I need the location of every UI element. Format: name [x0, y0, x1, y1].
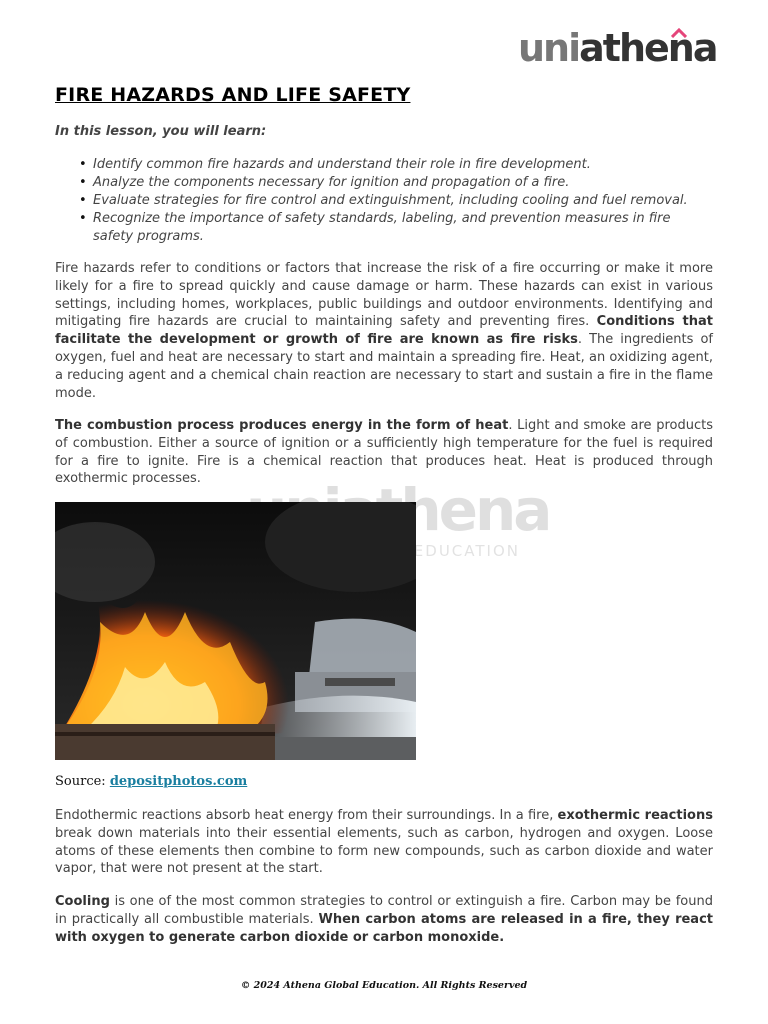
logo-text-athena — [579, 26, 716, 70]
paragraph-text: Fire hazards refer to conditions or factors that increase the risk of a fire occurring or make it more likely for a fire to spread quickly and cause damage or harm. These hazards can exist in various settings, including homes, workplaces, public buildings and outdoor environments. Identifying and mitigating fire hazards are crucial to maintaining safety and preventing fires. — [55, 261, 713, 330]
objective-text: Identify common fire hazards and understand their role in fire development. — [93, 157, 591, 172]
list-item — [55, 192, 713, 210]
copyright-footer: © 2024 Athena Global Education. All Rights Reserved — [240, 980, 528, 991]
objective-text: Analyze the components necessary for ignition and propagation of a fire. — [93, 175, 570, 190]
paragraph-bold: Conditions that facilitate the development or growth of fire are known as fire risks — [55, 314, 713, 348]
bullet-icon: • — [79, 157, 87, 172]
objective-text: Evaluate strategies for fire control and extinguishment, including cooling and fuel removal. — [93, 193, 688, 208]
paragraph-text: break down materials into their essential elements, such as carbon, hydrogen and oxygen. Loose atoms of these elements then combine to form new compounds, such as carbon dioxide and water vapor, that were not present at the start. — [55, 825, 713, 877]
paragraph-combustion — [55, 417, 713, 488]
logo-text-athena-label: athena — [579, 26, 717, 70]
image-source — [55, 774, 247, 789]
paragraph-text: . The ingredients of oxygen, fuel and heat are necessary to start and maintain a spreading fire. Heat, an oxidizing agent, a reducing agent and a chemical chain reaction are necessary to start and sustain a fire in the flame mode. — [55, 332, 713, 401]
bullet-icon: • — [79, 175, 87, 190]
list-item — [55, 210, 713, 246]
uniathena-logo — [518, 26, 716, 70]
paragraph-bold: Cooling — [55, 894, 110, 909]
paragraph-bold: exothermic reactions — [557, 808, 713, 823]
bullet-icon: • — [79, 211, 87, 226]
paragraph-text: . Light and smoke are products of combustion. Either a source of ignition or a sufficiently high temperature for the fuel is required for a fire to ignite. Fire is a chemical reaction that produces heat. Heat is produced through exothermic processes. — [55, 418, 713, 487]
list-item — [55, 156, 713, 174]
logo-caret-icon — [671, 28, 687, 38]
watermark-subtitle: EDUCATION — [413, 542, 520, 560]
logo-text-uni: uni — [518, 26, 580, 70]
paragraph-text: is one of the most common strategies to control or extinguish a fire. Carbon may be found in practically all combustible materials. — [55, 894, 713, 927]
paragraph-reactions — [55, 807, 713, 878]
page-title: FIRE HAZARDS AND LIFE SAFETY — [55, 84, 411, 106]
list-item — [55, 174, 713, 192]
bullet-icon: • — [79, 193, 87, 208]
paragraph-text: Endothermic reactions absorb heat energy from their surroundings. In a fire, — [55, 808, 558, 823]
fire-image-icon — [55, 502, 416, 760]
paragraph-fire-hazards — [55, 260, 713, 402]
objective-text: Recognize the importance of safety standards, labeling, and prevention measures in fire safety programs. — [93, 211, 671, 244]
paragraph-cooling — [55, 893, 713, 946]
fire-photo — [55, 502, 416, 760]
lesson-intro: In this lesson, you will learn: — [55, 124, 267, 139]
paragraph-bold: The combustion process produces energy in the form of heat — [55, 418, 509, 433]
paragraph-bold: When carbon atoms are released in a fire, they react with oxygen to generate carbon dioxide or carbon monoxide. — [55, 911, 713, 945]
source-label: Source: — [55, 774, 110, 789]
source-link[interactable]: depositphotos.com — [109, 774, 248, 789]
objectives-list — [55, 156, 713, 246]
